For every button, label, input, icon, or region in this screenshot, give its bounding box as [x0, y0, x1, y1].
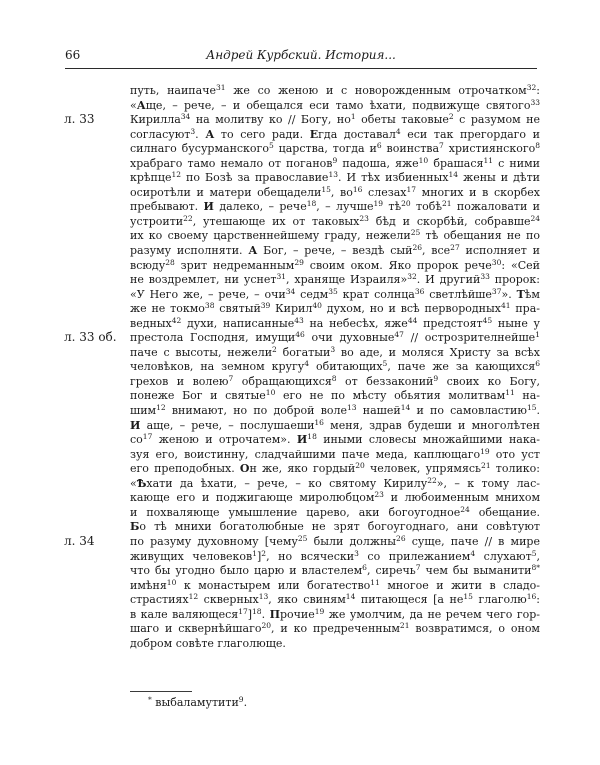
text-line: и похваляюще умышление царево, аки богоугодное$^{24}$ обещание.: [130, 504, 540, 519]
text-line: устроити$^{22}$, утешающе их от таковых$^{23}$ бѣд и скорбѣй, собравше$^{24}$: [130, 213, 540, 228]
text-line: всюду$^{28}$ зрит недреманным$^{29}$ своим оком. Яко пророк рече$^{30}$: «Сей: [130, 257, 540, 272]
text-line: шим$^{12}$ внимают, но по доброй воле$^{13}$ нашей$^{14}$ и по самовластию$^{15}$.: [130, 403, 540, 418]
text-line: престола Господня, имущи$^{46}$ очи духовные$^{47}$ // острозрителнейше$^1$: [130, 330, 540, 345]
text-line: И аще, – рече, – послушаеши$^{16}$ меня, здрав будеши и многолѣтен: [130, 417, 541, 432]
text-line: в кале валяющеся$^{17}$]$^{18}$. Прочие$^{19}$ же умолчим, да не речем чего гор-: [130, 606, 540, 621]
body-text: [130, 84, 540, 651]
text-line: живущих человеков$^1$]$^2$, но всячески$^3$ со прилежанием$^4$ слухают$^5$,: [130, 548, 540, 563]
footnote-text: * выбаламутити$^9$.: [148, 695, 248, 709]
text-line: зуя его, воистинну, сладчайшими паче меда, каплющаго$^{19}$ ото уст: [130, 446, 540, 461]
text-line: храбраго тамо немало от поганов$^9$ падоша, яже$^{10}$ брашася$^{11}$ с ними: [130, 155, 540, 170]
text-line: не воздремлет, ни уснет$^{31}$, храняще Израиля»$^{32}$. И другий$^{33}$ пророк:: [130, 272, 540, 287]
text-line: «У Него же, – рече, – очи$^{34}$ седм$^{35}$ крат солнца$^{36}$ светлѣйше$^{37}$». Тѣм: [130, 286, 540, 301]
text-line: Кирилла$^{34}$ на молитву ко // Богу, $но^1$ обеты таковые$^2$ с разумом не: [130, 112, 540, 127]
text-line: грехов и волею$^7$ обращающихся$^8$ от беззаконий$^9$ своих ко Богу,: [130, 373, 540, 388]
text-line: добром совѣте глаголюще.: [130, 636, 286, 650]
folio-mark: л. 33: [64, 112, 95, 126]
header-rule: [65, 68, 537, 69]
text-line: пребывают. И далеко, – рече$^{18}$, – лучше$^{19}$ $тѣ^{20}$ тобѣ$^{21}$ пожаловати и: [130, 199, 541, 214]
text-line: «Аще, – рече, – и обещался еси тамо ѣхати, подвижуще святого$^{33}$: [130, 97, 540, 112]
text-line: разуму исполняти. А Бог, – рече, – вездѣ сый$^{26}$, все$^{27}$ исполняет и: [130, 243, 540, 258]
text-line: «Ѣхати да ѣхати, – рече, – ко святому Кирилу$^{22}$», – к тому лас-: [130, 475, 540, 490]
running-header: [65, 47, 537, 63]
text-line: же не токмо$^{38}$ святый$^{39}$ Кирил$^{40}$ духом, но и всѣ первородных$^{41}$ пра-: [130, 301, 540, 316]
text-line: их ко своему царственнейшему граду, нежели$^{25}$ тѣ обещания не по: [130, 228, 540, 243]
text-line: путь, наипаче$^{31}$ же со женою и с новорожденным отрочатком$^{32}$:: [130, 83, 540, 97]
text-line: человѣков, на земном кругу$^4$ обитающих$^5$, паче же за кающихся$^6$: [130, 359, 540, 374]
text-line: его преподобных. Он же, яко гордый$^{20}$ человек, упрямясь$^{21}$ толико:: [130, 461, 541, 476]
text-line: имѣня$^{10}$ к монастырем или богатество$^{11}$ многое и жити в сладо-: [130, 577, 540, 592]
text-line: паче с высоты, нежели$^2$ богатыи$^3$ во аде, и моляся Христу за всѣх: [130, 344, 540, 359]
text-line: согласуют$^3$. А то сего ради. Егда доставал$^4$ еси так прегордаго и: [130, 126, 541, 141]
text-line: понеже Бог и святые$^{10}$ его не по мѣсту обьятия молитвам$^{11}$ на-: [130, 388, 541, 403]
text-line: крѣпце$^{12}$ по Бозѣ за православие$^{13}$. И тѣх избиенных$^{14}$ жены и дѣти: [130, 170, 540, 185]
text-line: что бы угодно было царю и властелем$^6$, сиречь$^7$ чем бы выманити$^{8*}$: [130, 563, 540, 578]
text-line: кающе его и поджигающе миролюбцом$^{23}$ и любоименным мнихом: [130, 490, 541, 505]
folio-mark: л. 33 об.: [64, 330, 117, 344]
page-number: 66: [65, 48, 81, 62]
folio-mark: л. 34: [64, 534, 95, 548]
text-line: Бо тѣ мнихи богатолюбные не зрят богоугоднаго, ани совѣтуют: [130, 520, 540, 534]
text-line: по разуму духовному [чему$^{25}$ были должны$^{26}$ суще, паче // в мире: [130, 533, 540, 548]
running-title: Андрей Курбский. История...: [206, 48, 396, 62]
text-line: $со^{17}$ женою и отрочатем». $И^{18}$ иными словесы множайшими нака-: [130, 432, 541, 447]
text-line: страстиях$^{12}$ скверных$^{13}$, яко свиням$^{14}$ питающеся [а $не^{15}$ глаголю$^{16}$:: [130, 592, 540, 607]
text-line: ведных$^{42}$ духи, написанные$^{43}$ на небесѣх, яже$^{44}$ предстоят$^{45}$ ныне у: [130, 315, 541, 330]
footnote-rule: [130, 691, 192, 692]
text-line: шаго и сквернѣйшаго$^{20}$, и ко предреченным$^{21}$ возвратимся, о оном: [130, 621, 540, 636]
text-line: силнаго бусурманского$^5$ царства, тогда $и^6$ воинства$^7$ християнского$^8$: [130, 141, 541, 156]
text-line: осиротѣли и матери обещадели$^{15}$, $во^{16}$ слезах$^{17}$ многих и в скорбех: [130, 184, 540, 199]
